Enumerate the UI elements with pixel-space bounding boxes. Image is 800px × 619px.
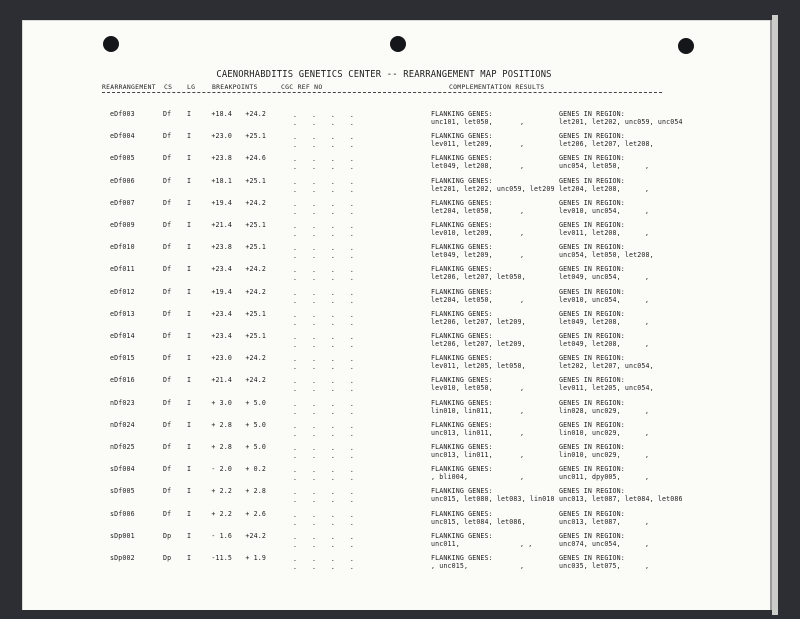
flanking-genes-label: FLANKING GENES:	[431, 198, 493, 207]
region-genes-label: GENES IN REGION:	[559, 154, 625, 163]
breakpoint-right: +25.1	[245, 309, 266, 318]
flanking-genes: let206, let207, let209,	[431, 317, 526, 326]
chromosome-type: Dp	[163, 554, 172, 562]
flanking-genes: unc015, let084, let086,	[431, 517, 526, 526]
region-genes: unc011, dpy005,	[559, 473, 621, 482]
ref-no-placeholder: . . . .	[293, 474, 360, 483]
region-genes-trailing: ,	[645, 340, 650, 348]
table-row	[0, 132, 800, 154]
flanking-genes-label: FLANKING GENES:	[431, 287, 493, 296]
rearrangement-name: eDf007	[110, 198, 135, 207]
breakpoint-right: +24.2	[245, 198, 266, 207]
ref-no-placeholder: . . . .	[293, 163, 360, 172]
linkage-group: I	[187, 554, 192, 562]
linkage-group: I	[187, 420, 192, 429]
ref-no-placeholder: . . . .	[293, 133, 360, 142]
rearrangement-name: eDf009	[110, 221, 135, 229]
flanking-genes: lev010, let050,	[431, 384, 493, 393]
region-genes-label: GENES IN REGION:	[559, 265, 625, 274]
table-row	[0, 421, 800, 443]
breakpoint-left: +23.0	[211, 354, 232, 363]
ref-no-placeholder: . . . .	[293, 518, 360, 527]
region-genes: unc054, let050, let208,	[559, 251, 654, 260]
rearrangement-name: eDf006	[110, 176, 135, 185]
ref-no-placeholder: . . . .	[293, 274, 360, 283]
region-genes: let049, let208,	[559, 317, 621, 326]
flanking-genes-label: FLANKING GENES:	[431, 376, 493, 385]
region-genes-label: GENES IN REGION:	[559, 198, 625, 207]
ref-no-placeholder: . . . .	[293, 510, 360, 519]
ref-no-placeholder: . . . .	[293, 310, 360, 319]
region-genes-label: GENES IN REGION:	[559, 332, 625, 340]
table-row	[0, 532, 800, 554]
breakpoint-right: +24.2	[245, 376, 266, 385]
chromosome-type: Df	[163, 398, 172, 407]
region-genes: let049, let208,	[559, 340, 621, 348]
breakpoint-right: + 5.0	[245, 420, 266, 429]
region-genes-label: GENES IN REGION:	[559, 354, 625, 363]
ref-no-placeholder: . . . .	[293, 496, 360, 505]
breakpoint-right: +25.1	[245, 243, 266, 252]
header-cs: CS	[164, 83, 173, 91]
breakpoint-right: + 2.8	[245, 487, 266, 496]
breakpoint-left: +23.8	[211, 243, 232, 252]
region-genes-label: GENES IN REGION:	[559, 554, 625, 562]
flanking-genes-label: FLANKING GENES:	[431, 221, 493, 229]
chromosome-type: Dp	[163, 531, 172, 540]
region-genes-trailing: ,	[645, 206, 650, 215]
region-genes-trailing: ,	[645, 184, 650, 193]
rearrangement-name: eDf015	[110, 354, 135, 363]
region-genes-trailing: ,	[645, 273, 650, 282]
linkage-group: I	[187, 221, 192, 229]
table-row	[0, 465, 800, 487]
chromosome-type: Df	[163, 443, 172, 451]
flanking-genes: let206, let207, let050,	[431, 273, 526, 282]
table-row	[0, 310, 800, 332]
rearrangement-name: eDf003	[110, 110, 135, 118]
ref-no-placeholder: . . . .	[293, 532, 360, 541]
linkage-group: I	[187, 287, 192, 296]
rearrangement-name: eDf011	[110, 265, 135, 274]
table-row	[0, 332, 800, 354]
breakpoint-right: + 2.6	[245, 509, 266, 518]
breakpoint-left: +23.4	[211, 309, 232, 318]
ref-no-placeholder: . . . .	[293, 230, 360, 238]
flanking-genes: let204, let050,	[431, 295, 493, 304]
linkage-group: I	[187, 243, 192, 252]
flanking-genes-trailing: ,	[520, 251, 525, 260]
ref-no-placeholder: . . . .	[293, 244, 360, 253]
flanking-genes: unc013, lin011,	[431, 428, 493, 437]
region-genes: let049, unc054,	[559, 273, 621, 282]
region-genes-label: GENES IN REGION:	[559, 398, 625, 407]
breakpoint-left: +19.4	[211, 198, 232, 207]
breakpoint-left: +23.4	[211, 332, 232, 340]
table-row	[0, 554, 800, 576]
flanking-genes-trailing: , ,	[520, 539, 533, 548]
flanking-genes: unc013, lin011,	[431, 451, 493, 459]
ref-no-placeholder: . . . .	[293, 429, 360, 438]
region-genes-label: GENES IN REGION:	[559, 243, 625, 252]
linkage-group: I	[187, 332, 192, 340]
region-genes: lin028, unc029,	[559, 406, 621, 415]
linkage-group: I	[187, 309, 192, 318]
linkage-group: I	[187, 154, 192, 163]
linkage-group: I	[187, 531, 192, 540]
flanking-genes-label: FLANKING GENES:	[431, 554, 493, 562]
flanking-genes-trailing: ,	[520, 206, 525, 215]
region-genes-label: GENES IN REGION:	[559, 465, 625, 474]
table-row	[0, 265, 800, 287]
breakpoint-left: + 2.8	[211, 420, 232, 429]
rearrangement-name: eDf005	[110, 154, 135, 163]
linkage-group: I	[187, 487, 192, 496]
flanking-genes-label: FLANKING GENES:	[431, 509, 493, 518]
flanking-genes-label: FLANKING GENES:	[431, 443, 493, 451]
flanking-genes-label: FLANKING GENES:	[431, 354, 493, 363]
flanking-genes-trailing: ,	[520, 451, 525, 459]
region-genes-label: GENES IN REGION:	[559, 420, 625, 429]
table-row	[0, 110, 800, 132]
chromosome-type: Df	[163, 198, 172, 207]
flanking-genes: let049, let208,	[431, 162, 493, 171]
linkage-group: I	[187, 354, 192, 363]
rearrangement-name: eDf004	[110, 132, 135, 141]
linkage-group: I	[187, 376, 192, 385]
flanking-genes: lev011, let205, let050,	[431, 362, 526, 371]
linkage-group: I	[187, 443, 192, 451]
breakpoint-right: +25.1	[245, 132, 266, 141]
flanking-genes-trailing: ,	[520, 140, 525, 149]
region-genes-trailing: ,	[645, 229, 650, 237]
chromosome-type: Df	[163, 287, 172, 296]
region-genes-trailing: ,	[645, 473, 650, 482]
header-breakpoints: BREAKPOINTS	[212, 83, 258, 91]
ref-no-placeholder: . . . .	[293, 355, 360, 364]
linkage-group: I	[187, 110, 192, 118]
ref-no-placeholder: . . . .	[293, 377, 360, 386]
chromosome-type: Df	[163, 509, 172, 518]
region-genes-trailing: ,	[645, 428, 650, 437]
region-genes-trailing: ,	[645, 517, 650, 526]
ref-no-placeholder: . . . .	[293, 421, 360, 430]
flanking-genes: , unc015,	[431, 562, 469, 570]
flanking-genes-trailing: ,	[520, 473, 525, 482]
chromosome-type: Df	[163, 420, 172, 429]
flanking-genes-label: FLANKING GENES:	[431, 154, 493, 163]
region-genes-trailing: ,	[645, 562, 650, 570]
flanking-genes-label: FLANKING GENES:	[431, 398, 493, 407]
linkage-group: I	[187, 398, 192, 407]
flanking-genes-label: FLANKING GENES:	[431, 332, 493, 340]
breakpoint-left: + 3.0	[211, 398, 232, 407]
region-genes: lev011, let205, unc054,	[559, 384, 654, 393]
region-genes-label: GENES IN REGION:	[559, 221, 625, 229]
chromosome-type: Df	[163, 376, 172, 385]
flanking-genes: unc015, let080, let083, lin010	[431, 495, 555, 504]
breakpoint-left: +23.4	[211, 265, 232, 274]
region-genes-trailing: ,	[645, 451, 650, 459]
breakpoint-right: + 0.2	[245, 465, 266, 474]
region-genes: unc054, let050,	[559, 162, 621, 171]
table-row	[0, 443, 800, 465]
ref-no-placeholder: . . . .	[293, 222, 360, 230]
punch-hole-center	[390, 36, 406, 52]
flanking-genes: let201, let202, unc059, let209	[431, 184, 555, 193]
ref-no-placeholder: . . . .	[293, 266, 360, 275]
region-genes: lin010, unc029,	[559, 451, 621, 459]
region-genes: lev011, let208,	[559, 229, 621, 237]
region-genes-label: GENES IN REGION:	[559, 443, 625, 451]
flanking-genes-trailing: ,	[520, 562, 525, 570]
table-row	[0, 177, 800, 199]
rearrangement-name: nDf024	[110, 420, 135, 429]
flanking-genes-label: FLANKING GENES:	[431, 243, 493, 252]
region-genes-label: GENES IN REGION:	[559, 132, 625, 141]
flanking-genes-trailing: ,	[520, 406, 525, 415]
breakpoint-right: + 5.0	[245, 443, 266, 451]
flanking-genes-trailing: ,	[520, 118, 525, 126]
table-row	[0, 199, 800, 221]
chromosome-type: Df	[163, 221, 172, 229]
breakpoint-right: +24.2	[245, 354, 266, 363]
flanking-genes: let049, let209,	[431, 251, 493, 260]
table-row	[0, 154, 800, 176]
breakpoint-right: +25.1	[245, 221, 266, 229]
header-lg: LG	[187, 83, 196, 91]
punch-hole-left	[103, 36, 119, 52]
ref-no-placeholder: . . . .	[293, 563, 360, 571]
region-genes: let202, let207, unc054,	[559, 362, 654, 371]
chromosome-type: Df	[163, 309, 172, 318]
flanking-genes-label: FLANKING GENES:	[431, 465, 493, 474]
rearrangement-name: sDp002	[110, 554, 135, 562]
ref-no-placeholder: . . . .	[293, 407, 360, 416]
flanking-genes-label: FLANKING GENES:	[431, 531, 493, 540]
breakpoint-left: -11.5	[211, 554, 232, 562]
flanking-genes-label: FLANKING GENES:	[431, 265, 493, 274]
flanking-genes: lev011, let209,	[431, 140, 493, 149]
ref-no-placeholder: . . . .	[293, 296, 360, 305]
table-row	[0, 288, 800, 310]
breakpoint-right: +24.2	[245, 287, 266, 296]
region-genes: unc013, let087, let084, let086	[559, 495, 683, 504]
chromosome-type: Df	[163, 265, 172, 274]
header-divider	[102, 92, 662, 93]
table-row	[0, 510, 800, 532]
chromosome-type: Df	[163, 110, 172, 118]
ref-no-placeholder: . . . .	[293, 119, 360, 127]
breakpoint-right: +24.2	[245, 531, 266, 540]
region-genes: let204, let208,	[559, 184, 621, 193]
header-cgc-ref-no: CGC REF NO	[281, 83, 323, 91]
ref-no-placeholder: . . . .	[293, 177, 360, 186]
linkage-group: I	[187, 176, 192, 185]
ref-no-placeholder: . . . .	[293, 363, 360, 372]
region-genes-trailing: ,	[645, 295, 650, 304]
flanking-genes-label: FLANKING GENES:	[431, 420, 493, 429]
ref-no-placeholder: . . . .	[293, 207, 360, 216]
chromosome-type: Df	[163, 332, 172, 340]
rearrangement-name: sDf004	[110, 465, 135, 474]
flanking-genes: unc101, let050,	[431, 118, 493, 126]
chromosome-type: Df	[163, 132, 172, 141]
region-genes-label: GENES IN REGION:	[559, 531, 625, 540]
breakpoint-right: + 1.9	[245, 554, 266, 562]
breakpoint-right: +25.1	[245, 332, 266, 340]
flanking-genes: let206, let207, let209,	[431, 340, 526, 348]
ref-no-placeholder: . . . .	[293, 555, 360, 563]
breakpoint-right: + 5.0	[245, 398, 266, 407]
table-row	[0, 376, 800, 398]
ref-no-placeholder: . . . .	[293, 141, 360, 150]
region-genes-trailing: ,	[645, 406, 650, 415]
region-genes-trailing: ,	[645, 162, 650, 171]
region-genes-trailing: ,	[645, 539, 650, 548]
rearrangement-name: eDf012	[110, 287, 135, 296]
ref-no-placeholder: . . . .	[293, 318, 360, 327]
flanking-genes-label: FLANKING GENES:	[431, 487, 493, 496]
ref-no-placeholder: . . . .	[293, 155, 360, 164]
region-genes-label: GENES IN REGION:	[559, 509, 625, 518]
linkage-group: I	[187, 132, 192, 141]
breakpoint-left: +21.4	[211, 221, 232, 229]
ref-no-placeholder: . . . .	[293, 111, 360, 119]
breakpoint-right: +24.6	[245, 154, 266, 163]
region-genes: unc035, let075,	[559, 562, 621, 570]
flanking-genes: , bli004,	[431, 473, 469, 482]
region-genes-label: GENES IN REGION:	[559, 487, 625, 496]
breakpoint-left: + 2.2	[211, 487, 232, 496]
chromosome-type: Df	[163, 465, 172, 474]
rearrangement-name: sDf006	[110, 509, 135, 518]
breakpoint-left: + 2.2	[211, 509, 232, 518]
region-genes-label: GENES IN REGION:	[559, 287, 625, 296]
region-genes: let206, let207, let208,	[559, 140, 654, 149]
ref-no-placeholder: . . . .	[293, 252, 360, 261]
flanking-genes-trailing: ,	[520, 229, 525, 237]
flanking-genes: lev010, let209,	[431, 229, 493, 237]
flanking-genes-label: FLANKING GENES:	[431, 110, 493, 118]
breakpoint-right: +24.2	[245, 265, 266, 274]
ref-no-placeholder: . . . .	[293, 452, 360, 460]
ref-no-placeholder: . . . .	[293, 185, 360, 194]
chromosome-type: Df	[163, 243, 172, 252]
breakpoint-right: +25.1	[245, 176, 266, 185]
flanking-genes-trailing: ,	[520, 428, 525, 437]
rearrangement-name: sDp001	[110, 531, 135, 540]
region-genes: let201, let202, unc059, unc054	[559, 118, 683, 126]
region-genes-label: GENES IN REGION:	[559, 110, 625, 118]
ref-no-placeholder: . . . .	[293, 385, 360, 394]
region-genes-label: GENES IN REGION:	[559, 176, 625, 185]
region-genes: lin010, unc029,	[559, 428, 621, 437]
ref-no-placeholder: . . . .	[293, 399, 360, 408]
region-genes-trailing: ,	[645, 317, 650, 326]
ref-no-placeholder: . . . .	[293, 444, 360, 452]
region-genes: unc074, unc054,	[559, 539, 621, 548]
linkage-group: I	[187, 509, 192, 518]
rearrangement-name: eDf014	[110, 332, 135, 340]
rearrangement-name: eDf013	[110, 309, 135, 318]
chromosome-type: Df	[163, 487, 172, 496]
rearrangement-name: nDf023	[110, 398, 135, 407]
flanking-genes-label: FLANKING GENES:	[431, 132, 493, 141]
flanking-genes: let204, let050,	[431, 206, 493, 215]
flanking-genes-label: FLANKING GENES:	[431, 176, 493, 185]
ref-no-placeholder: . . . .	[293, 199, 360, 208]
region-genes-label: GENES IN REGION:	[559, 309, 625, 318]
linkage-group: I	[187, 465, 192, 474]
breakpoint-left: +18.4	[211, 110, 232, 118]
flanking-genes: lin010, lin011,	[431, 406, 493, 415]
table-row	[0, 243, 800, 265]
breakpoint-left: - 1.6	[211, 531, 232, 540]
rearrangement-name: sDf005	[110, 487, 135, 496]
region-genes: unc013, let087,	[559, 517, 621, 526]
breakpoint-right: +24.2	[245, 110, 266, 118]
breakpoint-left: + 2.8	[211, 443, 232, 451]
ref-no-placeholder: . . . .	[293, 333, 360, 341]
ref-no-placeholder: . . . .	[293, 488, 360, 497]
flanking-genes-trailing: ,	[520, 295, 525, 304]
flanking-genes-label: FLANKING GENES:	[431, 309, 493, 318]
region-genes: lev010, unc054,	[559, 206, 621, 215]
table-row	[0, 221, 800, 243]
breakpoint-left: +18.1	[211, 176, 232, 185]
region-genes-label: GENES IN REGION:	[559, 376, 625, 385]
linkage-group: I	[187, 265, 192, 274]
table-row	[0, 399, 800, 421]
region-genes: lev010, unc054,	[559, 295, 621, 304]
header-rearrangement: REARRANGEMENT	[102, 83, 156, 91]
ref-no-placeholder: . . . .	[293, 288, 360, 297]
flanking-genes-trailing: ,	[520, 384, 525, 393]
table-row	[0, 487, 800, 509]
chromosome-type: Df	[163, 176, 172, 185]
flanking-genes: unc011,	[431, 539, 460, 548]
document-title: CAENORHABDITIS GENETICS CENTER -- REARRANGEMENT MAP POSITIONS	[216, 69, 552, 80]
breakpoint-left: +19.4	[211, 287, 232, 296]
rearrangement-name: eDf016	[110, 376, 135, 385]
breakpoint-left: +23.0	[211, 132, 232, 141]
flanking-genes-trailing: ,	[520, 162, 525, 171]
header-complementation: COMPLEMENTATION RESULTS	[449, 83, 545, 91]
linkage-group: I	[187, 198, 192, 207]
breakpoint-left: +21.4	[211, 376, 232, 385]
ref-no-placeholder: . . . .	[293, 466, 360, 475]
breakpoint-left: +23.8	[211, 154, 232, 163]
rearrangement-name: nDf025	[110, 443, 135, 451]
ref-no-placeholder: . . . .	[293, 540, 360, 549]
chromosome-type: Df	[163, 154, 172, 163]
table-row	[0, 354, 800, 376]
rearrangement-name: eDf010	[110, 243, 135, 252]
ref-no-placeholder: . . . .	[293, 341, 360, 349]
breakpoint-left: - 2.0	[211, 465, 232, 474]
punch-hole-right	[678, 38, 694, 54]
chromosome-type: Df	[163, 354, 172, 363]
